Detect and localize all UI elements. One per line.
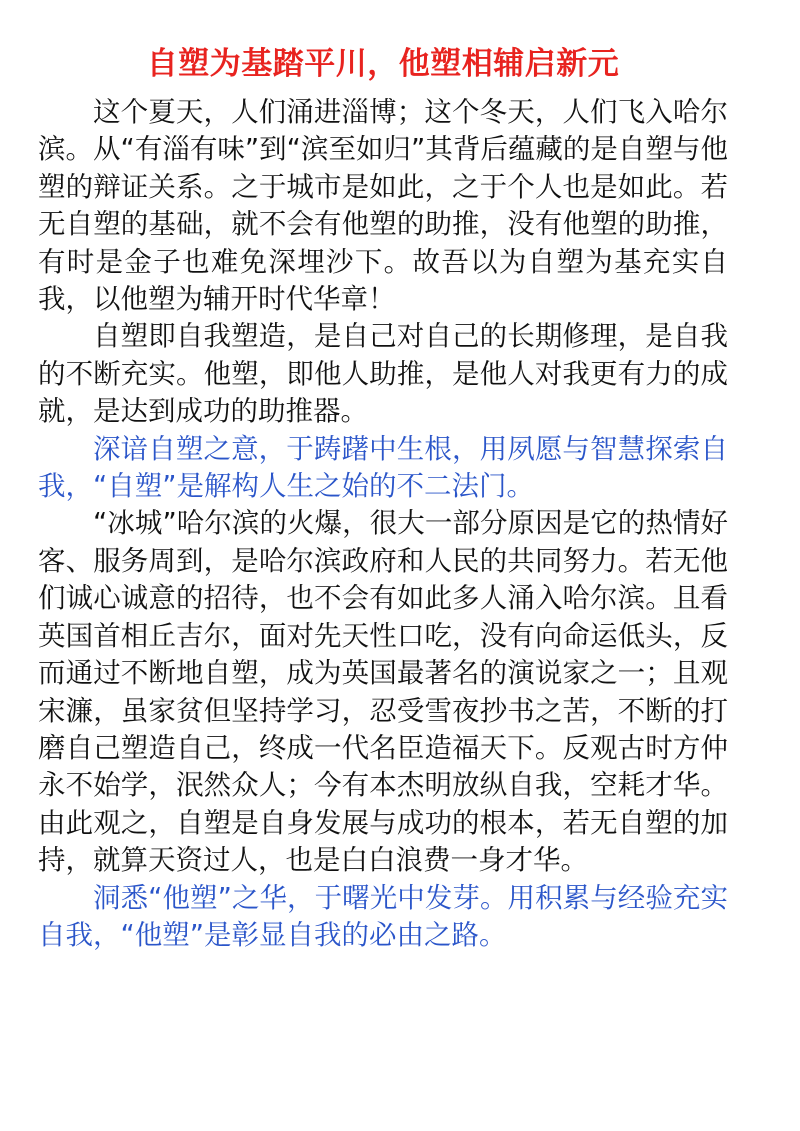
essay-title: 自塑为基踏平川，他塑相辅启新元 bbox=[146, 46, 620, 82]
essay-subthesis-self-shaping: 深谙自塑之意，于踌躇中生根，用夙愿与智慧探索自我，“自塑”是解构人生之始的不二法门。 bbox=[38, 432, 728, 503]
essay-paragraph-intro: 这个夏天，人们涌进淄博；这个冬天，人们飞入哈尔滨。从“有淄有味”到“滨至如归”其背后蕴藏的是自塑与他塑的辩证关系。之于城市是如此，之于个人也是如此。若无自塑的基础，就不会有他塑的助推，没有他塑的助推，有时是金子也难免深埋沙下。故吾以为自塑为基充实自我，以他塑为辅开时代华章！ bbox=[38, 96, 728, 316]
essay-paragraph-examples: “冰城”哈尔滨的火爆，很大一部分原因是它的热情好客、服务周到，是哈尔滨政府和人民的共同努力。若无他们诚心诚意的招待，也不会有如此多人涌入哈尔滨。且看英国首相丘吉尔，面对先天性口吃，没有向命运低头，反而通过不断地自塑，成为英国最著名的演说家之一；且观宋濂，虽家贫但坚持学习，忍受雪夜抄书之苦，不断的打磨自己塑造自己，终成一代名臣造福天下。反观古时方仲永不始学，泯然众人；今有本杰明放纵自我，空耗才华。由此观之，自塑是自身发展与成功的根本，若无自塑的加持，就算天资过人，也是白白浪费一身才华。 bbox=[38, 507, 728, 877]
essay-subthesis-other-shaping: 洞悉“他塑”之华，于曙光中发芽。用积累与经验充实自我，“他塑”是彰显自我的必由之路。 bbox=[38, 881, 728, 951]
essay-page bbox=[38, 44, 728, 954]
essay-paragraph-definition: 自塑即自我塑造，是自己对自己的长期修理，是自我的不断充实。他塑，即他人助推，是他人对我更有力的成就，是达到成功的助推器。 bbox=[38, 320, 728, 428]
